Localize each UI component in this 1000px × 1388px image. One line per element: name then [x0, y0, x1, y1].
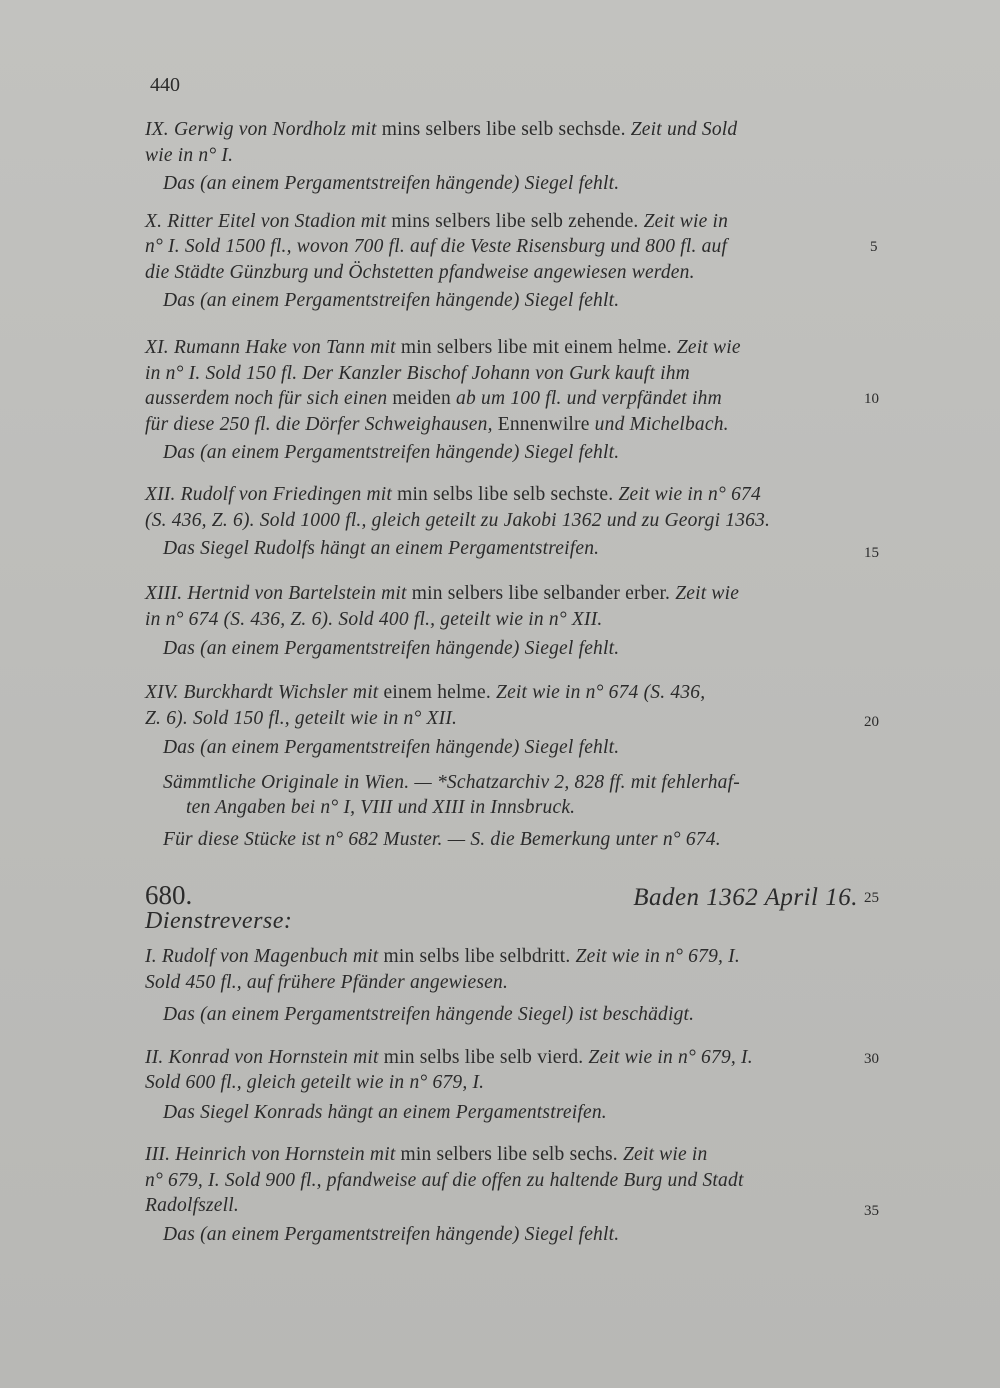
text-segment: wie in n° I.: [145, 145, 234, 166]
text-segment: n° I. Sold 1500 fl., wovon 700 fl. auf die Veste Risensburg und 800 fl. auf: [145, 236, 728, 257]
entry-line: [145, 413, 729, 437]
page-number: 440: [150, 74, 180, 96]
text-segment: min selbers libe mit einem helme.: [395, 337, 677, 358]
text-segment: Das (an einem Pergamentstreifen hängende Siegel) ist beschädigt.: [163, 1004, 695, 1025]
entry-line: [145, 336, 741, 360]
margin-line-number: 35: [864, 1203, 879, 1219]
text-segment: Das (an einem Pergamentstreifen hängende) Siegel fehlt.: [163, 1224, 620, 1245]
note-line: [163, 736, 619, 760]
document-heading: Dienstreverse:: [145, 908, 293, 934]
text-segment: für diese 250 fl. die Dörfer Schweighausen,: [145, 414, 498, 435]
entry-line: [145, 362, 690, 386]
document-number: 680.: [145, 880, 193, 910]
text-segment: meiden: [392, 388, 451, 409]
entry-line: [145, 608, 603, 632]
text-segment: Das (an einem Pergamentstreifen hängende) Siegel fehlt.: [163, 737, 620, 758]
document-place-date: Baden 1362 April 16.: [633, 884, 858, 911]
text-segment: ab um 100 fl. und verpfändet ihm: [450, 388, 722, 409]
entry-line: [145, 971, 508, 995]
entry-line: [145, 509, 770, 533]
text-segment: Das (an einem Pergamentstreifen hängende) Siegel fehlt.: [163, 173, 620, 194]
entry-line: [145, 1194, 239, 1218]
note-line: [163, 828, 721, 852]
note-line: [163, 1003, 694, 1027]
text-segment: III. Heinrich von Hornstein mit: [145, 1144, 396, 1165]
text-segment: mins selbers libe selb sechsde.: [376, 119, 631, 140]
text-segment: Sold 600 fl., gleich geteilt wie in n° 679, I.: [145, 1072, 485, 1093]
text-segment: I. Rudolf von Magenbuch mit: [145, 946, 379, 967]
text-segment: Zeit wie in n° 674 (S. 436,: [496, 682, 706, 703]
text-segment: min selbers libe selb sechs.: [395, 1144, 623, 1165]
margin-line-number: 10: [864, 391, 879, 407]
text-segment: Das Siegel Konrads hängt an einem Pergamentstreifen.: [163, 1102, 607, 1123]
entry-line: [145, 681, 705, 705]
entry-line: [145, 1169, 744, 1193]
entry-line: [145, 1071, 484, 1095]
text-segment: Zeit wie: [675, 583, 740, 604]
entry-line: [145, 945, 740, 969]
text-segment: XIII. Hertnid von Bartelstein mit: [145, 583, 407, 604]
entry-line: [145, 1143, 708, 1167]
text-segment: und Michelbach.: [589, 414, 729, 435]
entry-line: [145, 144, 233, 168]
text-segment: XII. Rudolf von Friedingen mit: [145, 484, 392, 505]
note-line: [163, 289, 619, 313]
text-segment: Zeit und Sold: [630, 119, 738, 140]
text-segment: Das (an einem Pergamentstreifen hängende) Siegel fehlt.: [163, 638, 620, 659]
note-line: [163, 637, 619, 661]
text-segment: Sämmtliche Originale in Wien. — *Schatzarchiv 2, 828 ff. mit fehlerhaf-: [163, 772, 740, 793]
text-segment: in n° I. Sold 150 fl. Der Kanzler Bischof Johann von Gurk kauft ihm: [145, 363, 690, 384]
text-segment: Zeit wie in n° 679, I.: [575, 946, 740, 967]
margin-line-number: 5: [870, 239, 878, 255]
note-line: [163, 1101, 607, 1125]
entry-line: [145, 235, 727, 259]
margin-line-number: 30: [864, 1051, 879, 1067]
text-segment: Für diese Stücke ist n° 682 Muster. — S. die Bemerkung unter n° 674.: [163, 829, 721, 850]
text-segment: Zeit wie in: [643, 211, 729, 232]
margin-line-number: 20: [864, 714, 879, 730]
text-segment: min selbers libe selbander erber.: [406, 583, 676, 604]
text-segment: ten Angaben bei n° I, VIII und XIII in Innsbruck.: [186, 797, 576, 818]
entry-line: [145, 582, 739, 606]
text-segment: Zeit wie in: [622, 1144, 708, 1165]
text-segment: einem helme.: [378, 682, 497, 703]
note-line: [163, 771, 740, 795]
entry-line: [145, 118, 737, 142]
text-segment: Zeit wie in n° 679, I.: [588, 1047, 753, 1068]
entry-line: [145, 261, 695, 285]
text-segment: II. Konrad von Hornstein mit: [145, 1047, 379, 1068]
text-segment: Sold 450 fl., auf frühere Pfänder angewiesen.: [145, 972, 509, 993]
text-segment: min selbs libe selb vierd.: [378, 1047, 589, 1068]
text-segment: (S. 436, Z. 6). Sold 1000 fl., gleich geteilt zu Jakobi 1362 und zu Georgi 1363.: [145, 510, 771, 531]
entry-line: [145, 483, 761, 507]
text-segment: XIV. Burckhardt Wichsler mit: [145, 682, 379, 703]
text-segment: IX. Gerwig von Nordholz mit: [145, 119, 377, 140]
margin-line-number: 15: [864, 545, 879, 561]
entry-line: [145, 1046, 753, 1070]
note-line: [163, 1223, 619, 1247]
entry-line: [145, 707, 457, 731]
text-segment: n° 679, I. Sold 900 fl., pfandweise auf die offen zu haltende Burg und Stadt: [145, 1170, 744, 1191]
text-segment: Z. 6). Sold 150 fl., geteilt wie in n° XII.: [145, 708, 458, 729]
note-line: [163, 537, 599, 561]
text-segment: min selbs libe selbdritt.: [378, 946, 576, 967]
entry-line: [145, 387, 722, 411]
note-line: [186, 796, 575, 820]
text-segment: Zeit wie in n° 674: [618, 484, 761, 505]
text-segment: Ennenwilre: [497, 414, 590, 435]
note-line: [163, 172, 619, 196]
text-segment: XI. Rumann Hake von Tann mit: [145, 337, 396, 358]
text-segment: mins selbers libe selb zehende.: [386, 211, 644, 232]
margin-line-number: 25: [864, 890, 879, 906]
text-segment: Das (an einem Pergamentstreifen hängende) Siegel fehlt.: [163, 442, 620, 463]
text-segment: Das Siegel Rudolfs hängt an einem Pergamentstreifen.: [163, 538, 600, 559]
text-segment: ausserdem noch für sich einen: [145, 388, 393, 409]
note-line: [163, 441, 619, 465]
text-segment: in n° 674 (S. 436, Z. 6). Sold 400 fl., geteilt wie in n° XII.: [145, 609, 603, 630]
text-segment: Das (an einem Pergamentstreifen hängende) Siegel fehlt.: [163, 290, 620, 311]
text-segment: X. Ritter Eitel von Stadion mit: [145, 211, 387, 232]
text-segment: Radolfszell.: [145, 1195, 239, 1216]
text-segment: min selbs libe selb sechste.: [392, 484, 619, 505]
text-segment: Zeit wie: [676, 337, 741, 358]
text-segment: die Städte Günzburg und Öchstetten pfandweise angewiesen werden.: [145, 262, 695, 283]
entry-line: [145, 210, 728, 234]
